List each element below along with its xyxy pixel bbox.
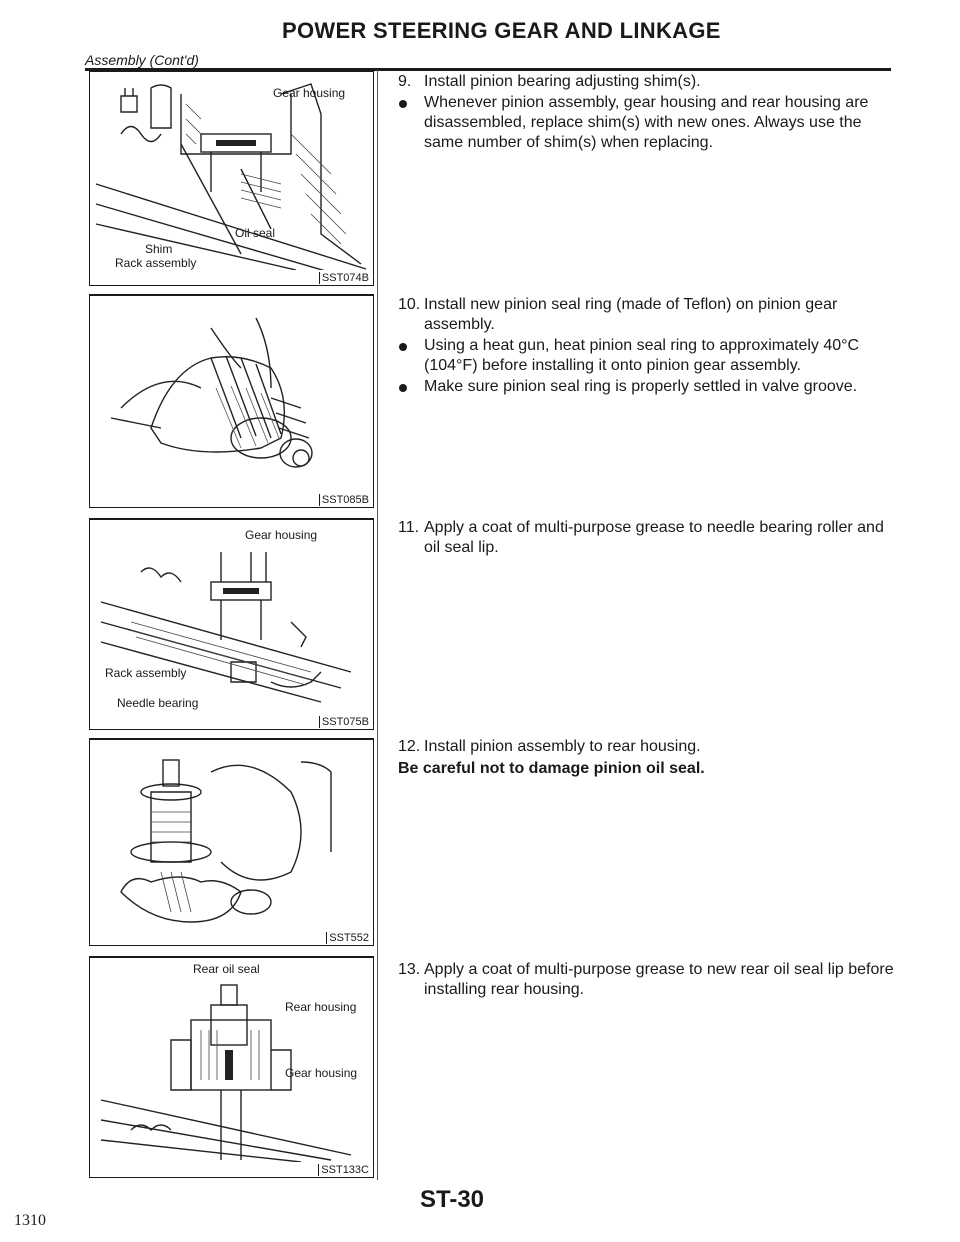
figure-code: SST133C [318, 1164, 371, 1176]
figure-code: SST075B [319, 716, 371, 728]
bullet-text: Using a heat gun, heat pinion seal ring to approximately 40°C (104°F) before installing it onto pinion gear assembly. [424, 337, 860, 374]
step-bullet [424, 336, 898, 376]
figure-pinion-install [85, 738, 374, 946]
bullet-text: Make sure pinion seal ring is properly settled in valve groove. [424, 378, 858, 395]
label-gear-housing: Gear housing [245, 528, 318, 542]
pinion-seal-illustration [91, 298, 373, 492]
step-number: 9. [398, 73, 412, 90]
figure-pinion-seal [85, 294, 374, 508]
column-divider [377, 70, 378, 1180]
step-text: Apply a coat of multi-purpose grease to needle bearing roller and oil seal lip. [424, 519, 884, 556]
label-shim: Shim [145, 242, 173, 256]
figure-needle-bearing [85, 518, 374, 730]
label-rack-assembly: Rack assembly [105, 666, 187, 680]
figure-code: SST552 [326, 932, 371, 944]
section-subtitle: Assembly (Cont'd) [85, 52, 199, 68]
figure-code: SST085B [319, 494, 371, 506]
rear-oil-seal-illustration [91, 960, 373, 1162]
step-text: Install pinion assembly to rear housing. [424, 738, 701, 755]
step-13 [398, 960, 898, 1000]
page-title: POWER STEERING GEAR AND LINKAGE [282, 18, 721, 43]
step-9 [398, 72, 898, 153]
label-oil-seal: Oil seal [235, 226, 276, 240]
page-code: ST-30 [420, 1186, 485, 1213]
pinion-install-illustration [91, 742, 373, 930]
label-rack-assembly: Rack assembly [115, 256, 197, 270]
label-gear-housing: Gear housing [285, 1066, 358, 1080]
bullet-icon [399, 384, 407, 392]
figure-code: SST074B [319, 272, 371, 284]
step-text: Apply a coat of multi-purpose grease to new rear oil seal lip before installing rear housing. [424, 961, 894, 998]
step-number: 13. [398, 961, 421, 978]
bullet-icon [399, 343, 407, 351]
figure-rear-oil-seal [85, 956, 374, 1178]
step-11 [398, 518, 898, 558]
label-rear-oil-seal: Rear oil seal [193, 962, 260, 976]
label-needle-bearing: Needle bearing [117, 696, 199, 710]
step-number: 12. [398, 738, 421, 755]
step-12 [398, 737, 898, 779]
label-rear-housing: Rear housing [285, 1000, 357, 1014]
step-bullet [424, 93, 898, 153]
needle-bearing-illustration [91, 522, 373, 714]
step-number: 11. [398, 519, 420, 536]
bullet-icon [399, 100, 407, 108]
shim-diagram-illustration [91, 74, 373, 270]
step-text: Install pinion bearing adjusting shim(s). [424, 73, 701, 90]
bullet-text: Whenever pinion assembly, gear housing and rear housing are disassembled, replace shim(s) with new ones. Always use the same number of shim(s) when replacing. [424, 94, 869, 151]
step-text: Install new pinion seal ring (made of Teflon) on pinion gear assembly. [424, 296, 838, 333]
label-gear-housing: Gear housing [273, 86, 346, 100]
page-number: 1310 [14, 1212, 46, 1229]
step-warning: Be careful not to damage pinion oil seal. [398, 760, 705, 777]
step-bullet [424, 377, 898, 397]
figure-shim [85, 70, 374, 286]
step-number: 10. [398, 296, 421, 313]
step-10 [398, 295, 898, 397]
